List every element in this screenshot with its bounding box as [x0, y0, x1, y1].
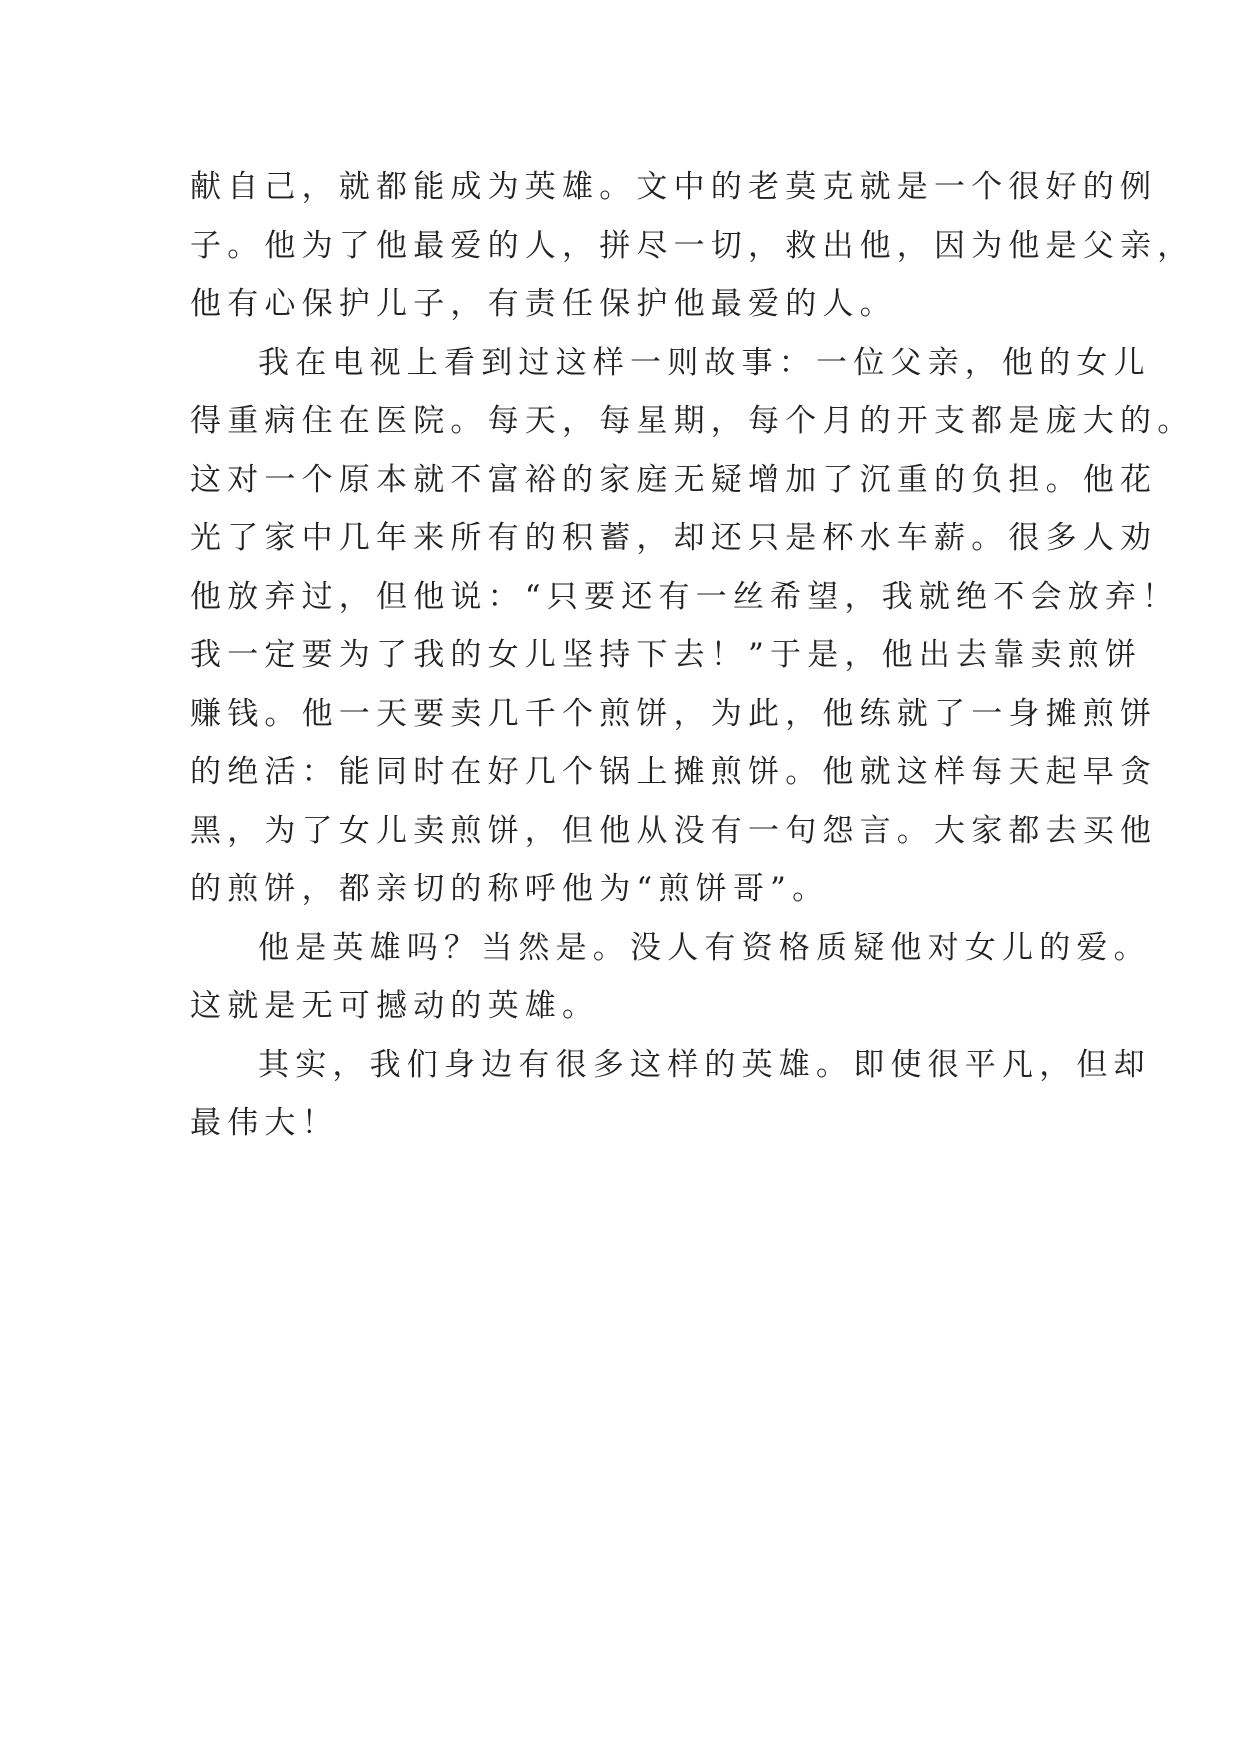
paragraph-line: 最伟大！	[190, 1105, 339, 1141]
paragraph-line: 得重病住在医院。每天，每星期，每个月的开支都是庞大的。	[190, 403, 1195, 439]
paragraph-line: 的煎饼，都亲切的称呼他为“煎饼哥”。	[190, 871, 830, 907]
paragraph-line: 献自己，就都能成为英雄。文中的老莫克就是一个很好的例	[190, 169, 1158, 205]
paragraph-line: 其实，我们身边有很多这样的英雄。即使很平凡，但却	[258, 1046, 1151, 1083]
paragraph-line: 我在电视上看到过这样一则故事：一位父亲，他的女儿	[258, 344, 1151, 381]
paragraph-line: 这对一个原本就不富裕的家庭无疑增加了沉重的负担。他花	[190, 461, 1158, 498]
paragraph-line: 黑，为了女儿卖煎饼，但他从没有一句怨言。大家都去买他	[190, 812, 1158, 849]
paragraph-line: 他是英雄吗？当然是。没人有资格质疑他对女儿的爱。	[258, 929, 1151, 966]
paragraph-line: 光了家中几年来所有的积蓄，却还只是杯水车薪。很多人劝	[190, 520, 1158, 556]
paragraph-line: 子。他为了他最爱的人，拼尽一切，救出他，因为他是父亲，	[190, 227, 1195, 264]
paragraph-line: 他有心保护儿子，有责任保护他最爱的人。	[190, 286, 897, 322]
paragraph-line: 我一定要为了我的女儿坚持下去！”于是，他出去靠卖煎饼	[190, 637, 1143, 673]
paragraph-line: 他放弃过，但他说：“只要还有一丝希望，我就绝不会放弃！	[190, 578, 1180, 615]
paragraph-line: 这就是无可撼动的英雄。	[190, 988, 600, 1024]
essay-text	[190, 158, 1195, 1153]
paragraph-line: 的绝活：能同时在好几个锅上摊煎饼。他就这样每天起早贪	[190, 754, 1158, 790]
paragraph-line: 赚钱。他一天要卖几千个煎饼，为此，他练就了一身摊煎饼	[190, 695, 1158, 732]
